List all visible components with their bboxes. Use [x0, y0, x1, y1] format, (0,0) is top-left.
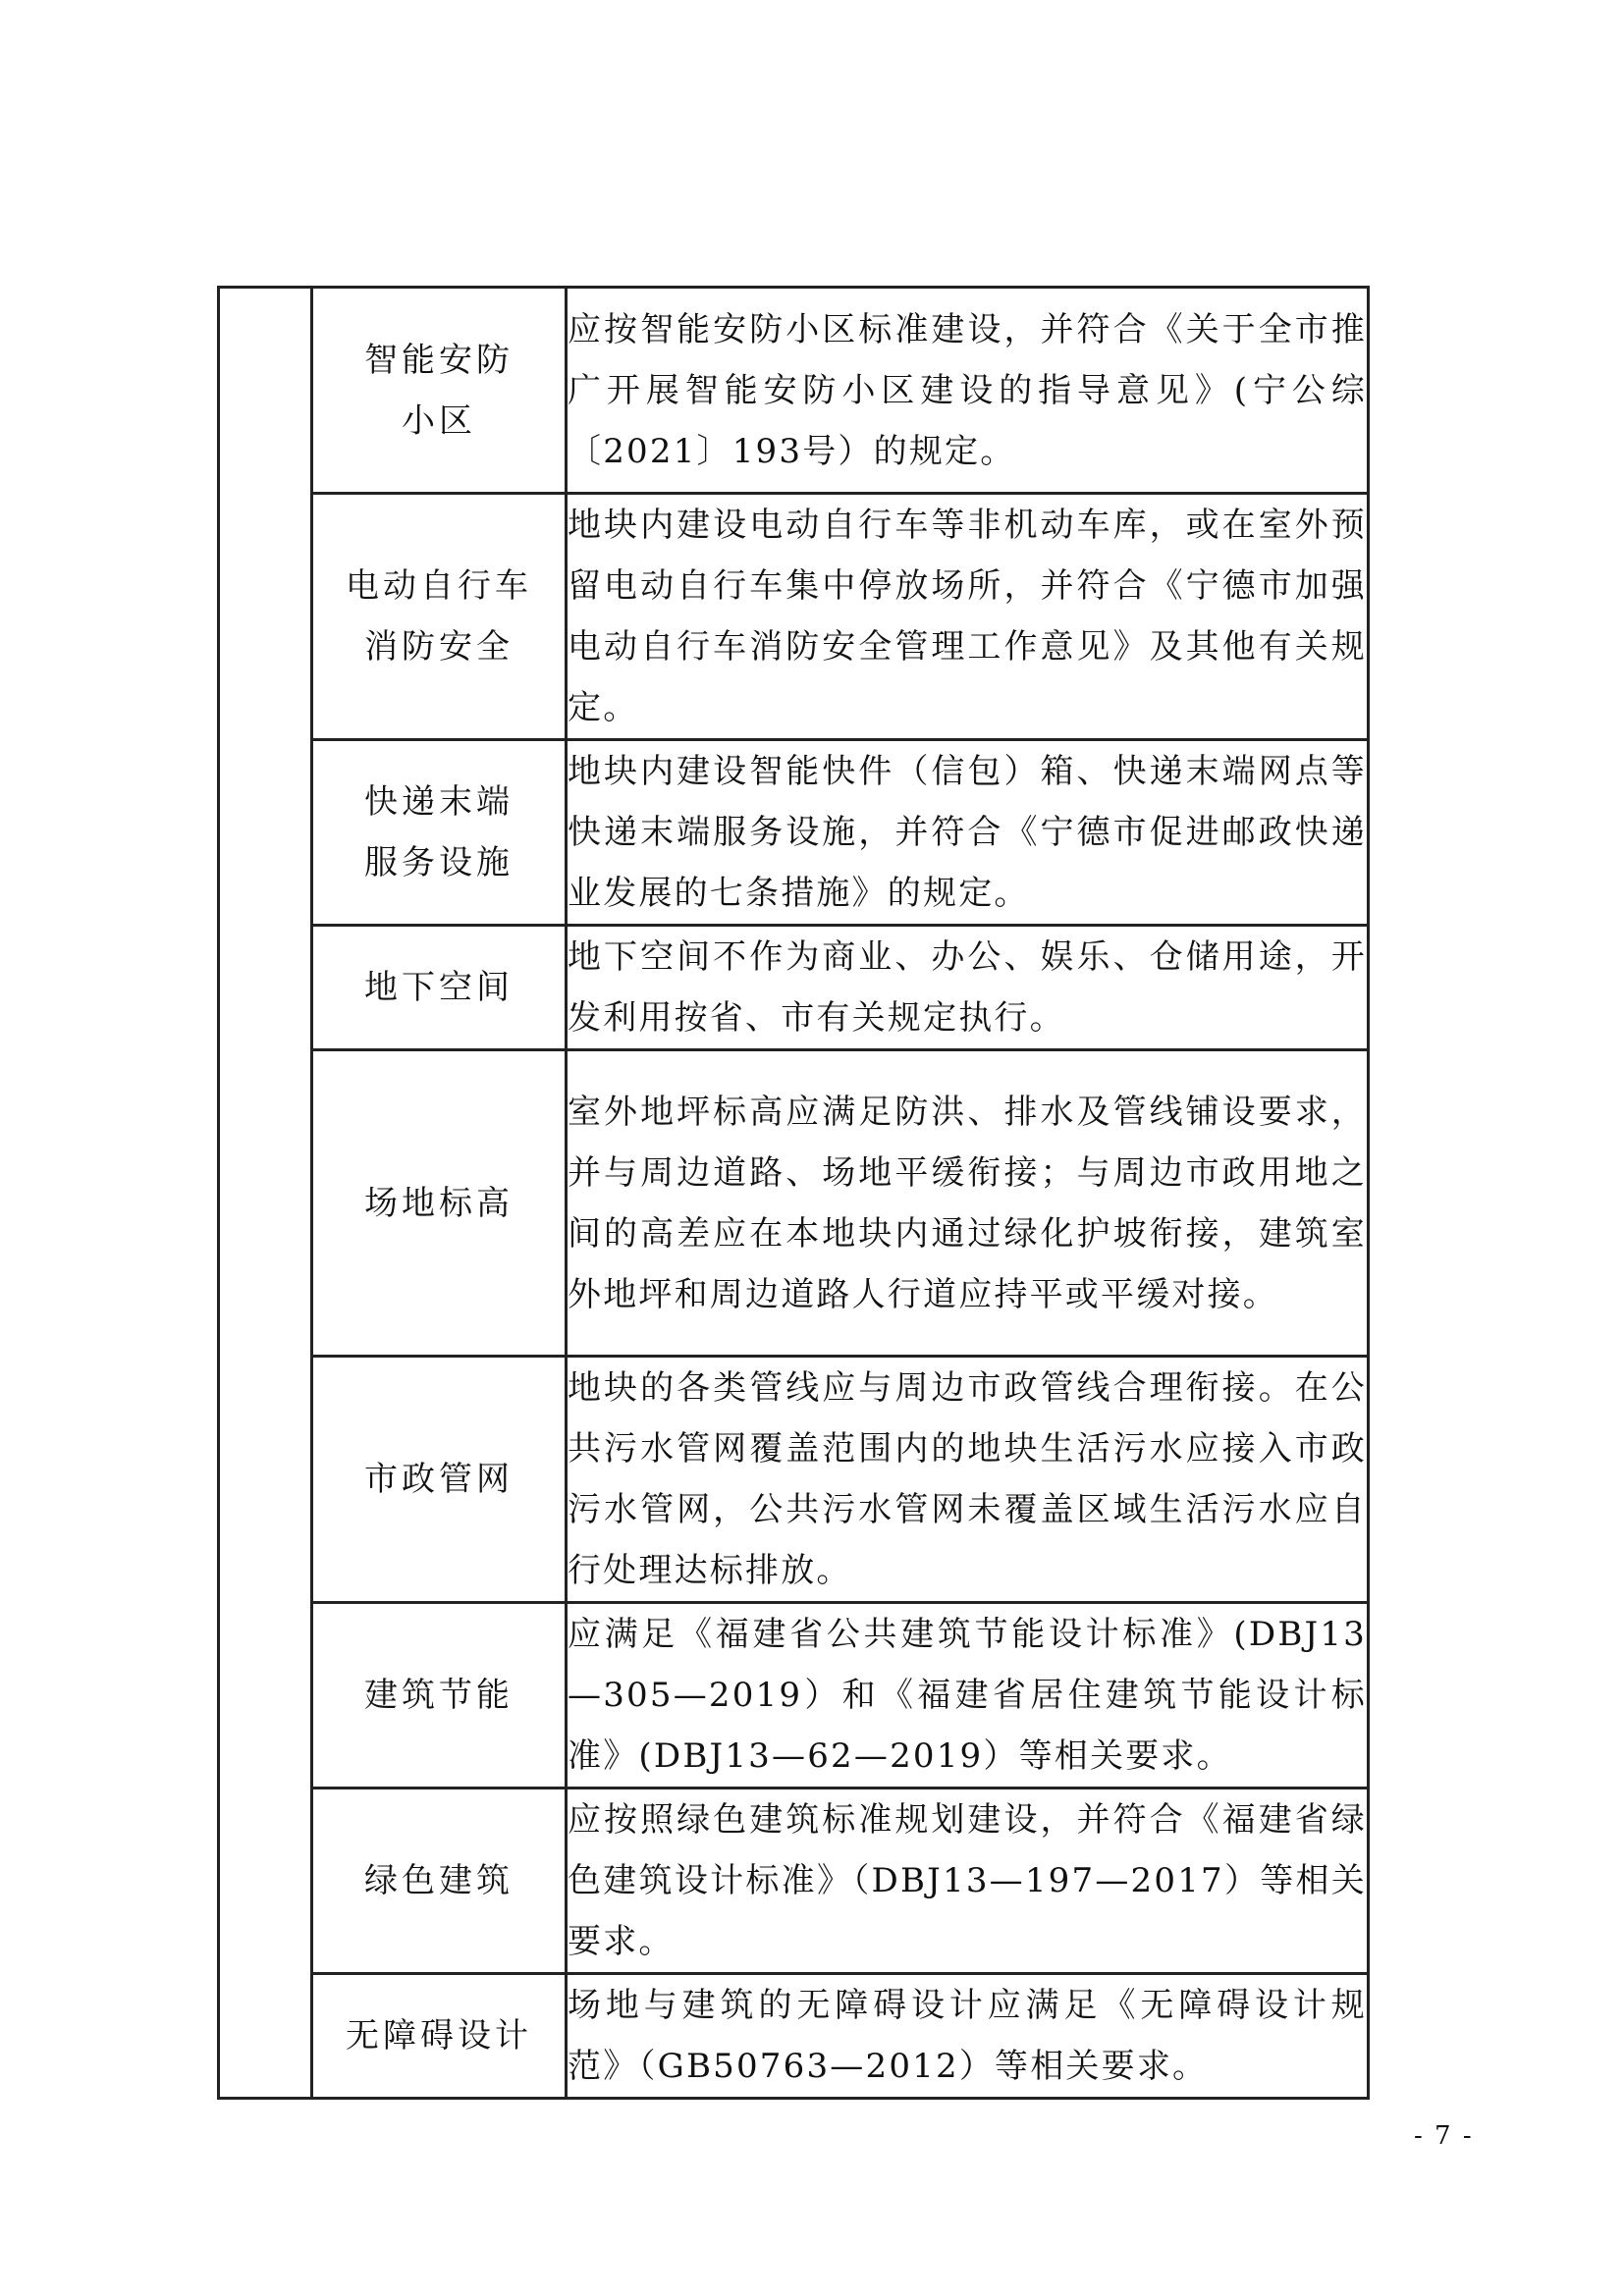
- item-name-cell: [312, 1974, 567, 2099]
- item-desc: 室外地坪标高应满足防洪、排水及管线铺设要求，并与周边道路、场地平缓衔接；与周边市政用地之间的高差应在本地块内通过绿化护坡衔接，建筑室外地坪和周边道路人行道应持平或平缓对接。: [568, 1092, 1367, 1314]
- item-name-cell: [312, 1603, 567, 1789]
- item-name: 建筑节能: [364, 1676, 514, 1715]
- requirements-table: [217, 286, 1370, 2100]
- item-desc-cell: [567, 740, 1369, 926]
- item-name-cell: [312, 288, 567, 494]
- item-desc-cell: [567, 1789, 1369, 1974]
- item-name: 市政管网: [364, 1460, 514, 1499]
- item-desc: 应满足《福建省公共建筑节能设计标准》(DBJ13—305—2019）和《福建省居住建筑节能设计标准》(DBJ13—62—2019）等相关要求。: [568, 1615, 1367, 1776]
- item-name: 快递末端 服务设施: [364, 782, 514, 882]
- item-desc: 应按照绿色建筑标准规划建设，并符合《福建省绿色建筑设计标准》（DBJ13—197—2017）等相关要求。: [568, 1800, 1367, 1961]
- item-name-cell: [312, 1050, 567, 1357]
- item-desc-cell: [567, 494, 1369, 740]
- item-name-cell: [312, 740, 567, 926]
- table-row: [219, 926, 1369, 1050]
- item-desc: 地下空间不作为商业、办公、娱乐、仓储用途，开发利用按省、市有关规定执行。: [568, 937, 1367, 1038]
- item-desc: 地块内建设电动自行车等非机动车库，或在室外预留电动自行车集中停放场所，并符合《宁德市加强电动自行车消防安全管理工作意见》及其他有关规定。: [568, 506, 1367, 727]
- category-cell: [219, 288, 312, 2099]
- item-name: 场地标高: [364, 1183, 514, 1223]
- item-desc: 应按智能安防小区标准建设，并符合《关于全市推广开展智能安防小区建设的指导意见》(宁公综〔2021〕193号）的规定。: [568, 309, 1367, 471]
- item-name-cell: [312, 926, 567, 1050]
- item-desc-cell: [567, 1603, 1369, 1789]
- item-desc-cell: [567, 288, 1369, 494]
- item-name: 绿色建筑: [364, 1861, 514, 1900]
- item-name-cell: [312, 1357, 567, 1603]
- item-desc: 地块内建设智能快件（信包）箱、快递末端网点等快递末端服务设施，并符合《宁德市促进邮政快递业发展的七条措施》的规定。: [568, 752, 1367, 913]
- item-name: 地下空间: [364, 968, 514, 1007]
- item-name-cell: [312, 1789, 567, 1974]
- item-desc-cell: [567, 1974, 1369, 2099]
- table-row: [219, 494, 1369, 740]
- item-name: 电动自行车 消防安全: [346, 566, 532, 667]
- page-number: - 7 -: [1414, 2121, 1474, 2151]
- table-row: [219, 1974, 1369, 2099]
- item-desc-cell: [567, 926, 1369, 1050]
- item-name: 无障碍设计: [346, 2016, 532, 2056]
- table-row: [219, 740, 1369, 926]
- table-row: [219, 1603, 1369, 1789]
- table-row: [219, 1789, 1369, 1974]
- table-row: [219, 288, 1369, 494]
- item-desc: 地块的各类管线应与周边市政管线合理衔接。在公共污水管网覆盖范围内的地块生活污水应接入市政污水管网，公共污水管网未覆盖区域生活污水应自行处理达标排放。: [568, 1368, 1367, 1590]
- item-desc: 场地与建筑的无障碍设计应满足《无障碍设计规范》（GB50763—2012）等相关要求。: [568, 1986, 1367, 2086]
- item-name: 智能安防 小区: [364, 340, 514, 441]
- table-row: [219, 1357, 1369, 1603]
- item-desc-cell: [567, 1357, 1369, 1603]
- table-row: [219, 1050, 1369, 1357]
- item-desc-cell: [567, 1050, 1369, 1357]
- item-name-cell: [312, 494, 567, 740]
